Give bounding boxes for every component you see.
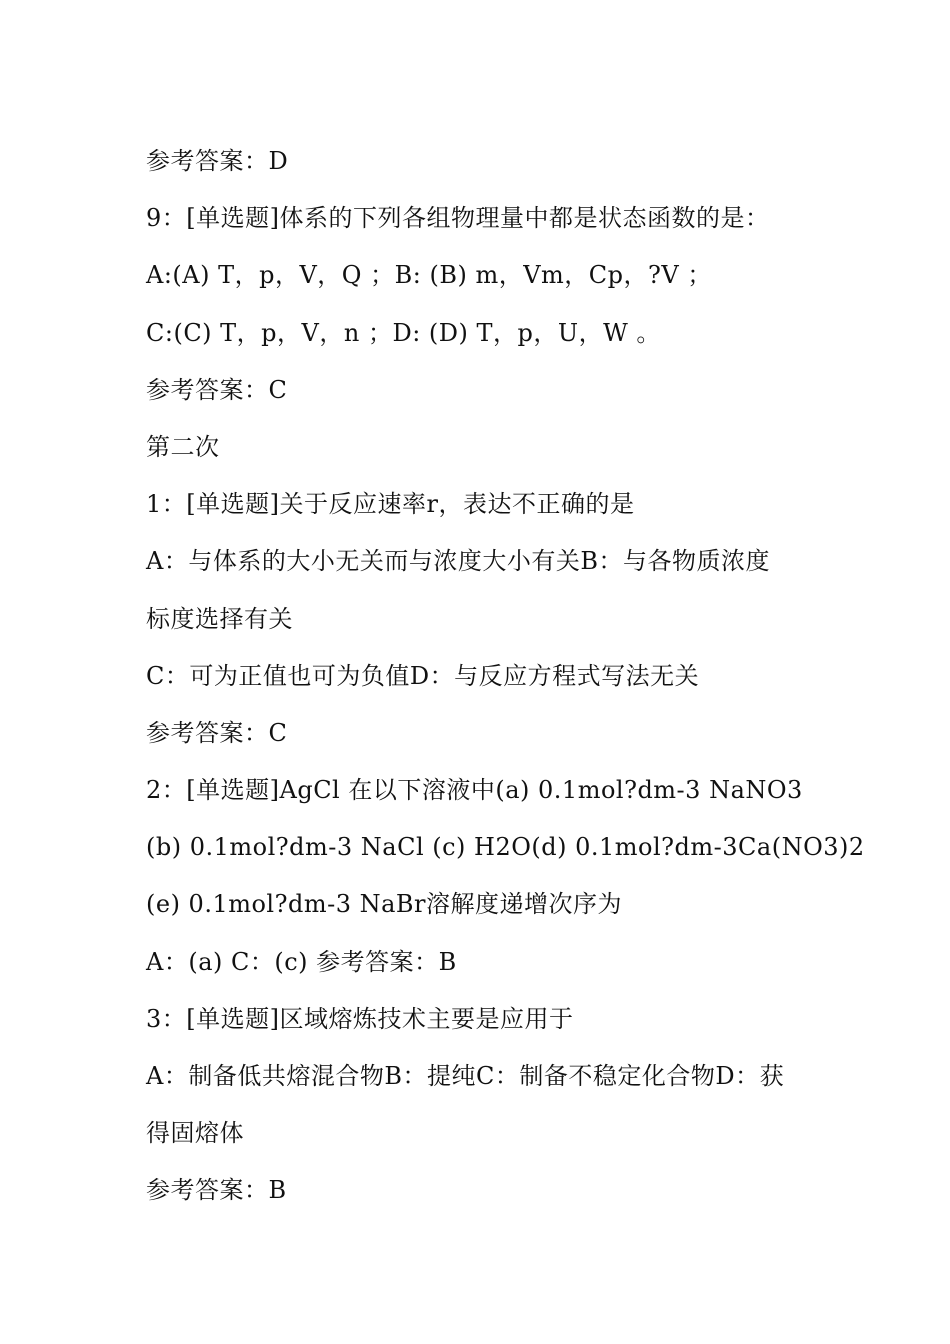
document-body [146,133,865,1220]
answer-line: 参考答案：C [146,718,288,747]
question-1-options-line-3: C：可为正值也可为负值D：与反应方程式写法无关 [146,661,700,690]
question-3-options-line-1: A：制备低共熔混合物B：提纯C：制备不稳定化合物D：获 [146,1062,785,1090]
question-2-options: A：(a) C：(c) 参考答案：B [146,947,457,976]
question-1-options-line-1: A：与体系的大小无关而与浓度大小有关B：与各物质浓度 [146,547,770,576]
answer-line: 参考答案：D [146,147,289,175]
question-9-options-ab: A:(A) T，p，V，Q ；B: (B) m，Vm，Cp，?V ； [146,261,712,290]
question-3-options-line-2: 得固熔体 [146,1119,244,1148]
question-9-options-cd: C:(C) T，p，V，n ；D: (D) T，p，U，W 。 [146,318,661,347]
question-1-options-line-2: 标度选择有关 [146,604,293,633]
question-1-stem: 1：[单选题]关于反应速率r，表达不正确的是 [146,490,635,519]
answer-line: 参考答案：B [146,1176,287,1205]
question-2-stem-line-3: (e) 0.1mol?dm-3 NaBr溶解度递增次序为 [146,890,623,919]
question-3-stem: 3：[单选题]区域熔炼技术主要是应用于 [146,1004,574,1033]
section-heading: 第二次 [146,432,220,461]
question-2-stem-line-2: (b) 0.1mol?dm-3 NaCl (c) H2O(d) 0.1mol?dm-3Ca(NO3)2 [146,833,865,862]
answer-line: 参考答案：C [146,375,288,404]
question-9-stem: 9：[单选题]体系的下列各组物理量中都是状态函数的是： [146,204,770,233]
question-2-stem-line-1: 2：[单选题]AgCl 在以下溶液中(a) 0.1mol?dm-3 NaNO3 [146,776,803,805]
